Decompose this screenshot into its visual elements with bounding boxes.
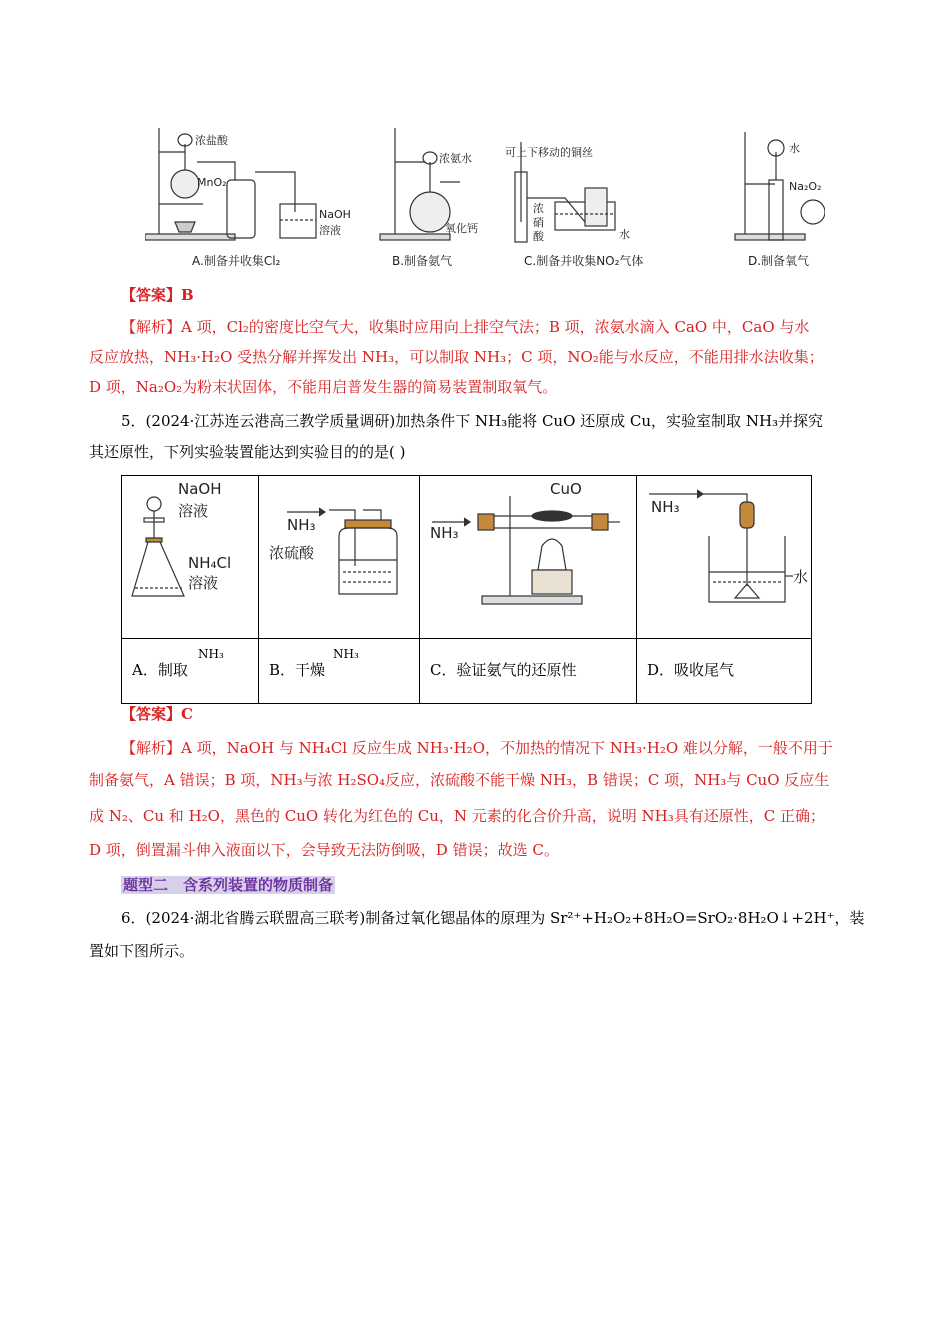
- q5-option-b-text: B．干燥: [269, 661, 326, 679]
- q5-analysis-line-2: 制备氨气，A 错误；B 项，NH₃与浓 H₂SO₄反应，浓硫酸不能干燥 NH₃，B 错误；C 项，NH₃与 CuO 反应生: [89, 771, 830, 789]
- q6-stem-line-2: 置如下图所示。: [89, 942, 195, 960]
- q5-figure-d: [637, 476, 812, 639]
- q5-figure-a: [122, 476, 259, 639]
- q5-option-a-text: A．制取: [132, 661, 188, 679]
- q4-analysis-line-3: D 项，Na₂O₂为粉末状固体，不能用启普发生器的简易装置制取氧气。: [89, 378, 558, 396]
- q5-stem-line-2: 其还原性，下列实验装置能达到实验目的的是( ): [89, 443, 406, 461]
- fig-a-naoh: NaOH: [178, 480, 222, 498]
- q4-analysis-line-1: 【解析】A 项，Cl₂的密度比空气大，收集时应用向上排空气法；B 项，浓氨水滴入 CaO 中，CaO 与水: [121, 318, 810, 336]
- caption-c: C.制备并收集NO₂气体: [524, 254, 644, 268]
- top-apparatus-figure: [145, 122, 825, 272]
- label-solution: 溶液: [319, 224, 341, 237]
- label-acid: 酸: [533, 230, 544, 243]
- fig-a-solution-2: 溶液: [188, 574, 219, 592]
- caption-a: A.制备并收集Cl₂: [192, 254, 281, 268]
- caption-b: B.制备氨气: [392, 254, 453, 268]
- fig-b-conc-sulfuric: 浓硫酸: [269, 544, 315, 562]
- caption-d: D.制备氧气: [748, 254, 810, 268]
- fig-c-nh3: NH₃: [430, 524, 459, 542]
- q5-option-d: [637, 639, 812, 704]
- q5-analysis-line-4: D 项，倒置漏斗伸入液面以下，会导致无法防倒吸，D 错误；故选 C。: [89, 841, 559, 859]
- fig-a-nh4cl: NH₄Cl: [188, 554, 232, 572]
- q5-option-c: [420, 639, 637, 704]
- label-cao: 氧化钙: [445, 222, 478, 235]
- label-conc-hcl: 浓盐酸: [195, 134, 228, 147]
- label-water: 水: [619, 228, 630, 241]
- fig-d-water: 水: [793, 568, 809, 586]
- fig-d-nh3: NH₃: [651, 498, 680, 516]
- label-na2o2: Na₂O₂: [789, 180, 822, 193]
- fig-a-solution-1: 溶液: [178, 502, 209, 520]
- label-naoh: NaOH: [319, 208, 351, 221]
- q5-options-table: [121, 475, 812, 704]
- label-conc: 浓: [533, 202, 544, 215]
- q5-option-a: [122, 639, 259, 704]
- label-water-d: 水: [789, 142, 800, 155]
- q6-stem-line-1: 6．(2024·湖北省腾云联盟高三联考)制备过氧化锶晶体的原理为 Sr²⁺+H₂O₂+8H₂O=SrO₂·8H₂O↓+2H⁺，装: [121, 909, 865, 927]
- q5-figure-b: [259, 476, 420, 639]
- label-conc-ammonia: 浓氨水: [439, 152, 472, 165]
- fig-b-nh3: NH₃: [287, 516, 316, 534]
- label-mno2: MnO₂: [197, 176, 227, 189]
- q5-option-a-sup: NH₃: [198, 647, 224, 661]
- q4-analysis-line-2: 反应放热，NH₃·H₂O 受热分解并挥发出 NH₃，可以制取 NH₃；C 项，NO₂能与水反应，不能用排水法收集；: [89, 348, 824, 366]
- q5-analysis-line-1: 【解析】A 项，NaOH 与 NH₄Cl 反应生成 NH₃·H₂O，不加热的情况下 NH₃·H₂O 难以分解，一般不用于: [121, 739, 833, 757]
- q5-option-d-text: D．吸收尾气: [647, 661, 735, 679]
- fig-c-cuo: CuO: [550, 480, 582, 498]
- section-title: 题型二 含系列装置的物质制备: [123, 876, 334, 894]
- q5-stem-line-1: 5．(2024·江苏连云港高三教学质量调研)加热条件下 NH₃能将 CuO 还原成 Cu，实验室制取 NH₃并探究: [121, 412, 824, 430]
- q5-option-b: [259, 639, 420, 704]
- q5-figure-c: [420, 476, 637, 639]
- q4-answer: 【答案】B: [121, 286, 194, 304]
- q5-option-c-text: C．验证氨气的还原性: [430, 661, 577, 679]
- label-copper-wire: 可上下移动的铜丝: [505, 146, 593, 159]
- q5-answer: 【答案】C: [121, 705, 193, 723]
- q5-analysis-line-3: 成 N₂、Cu 和 H₂O，黑色的 CuO 转化为红色的 Cu，N 元素的化合价升高，说明 NH₃具有还原性，C 正确；: [89, 807, 825, 825]
- q5-option-b-sup: NH₃: [333, 647, 359, 661]
- label-nitric: 硝: [533, 216, 544, 229]
